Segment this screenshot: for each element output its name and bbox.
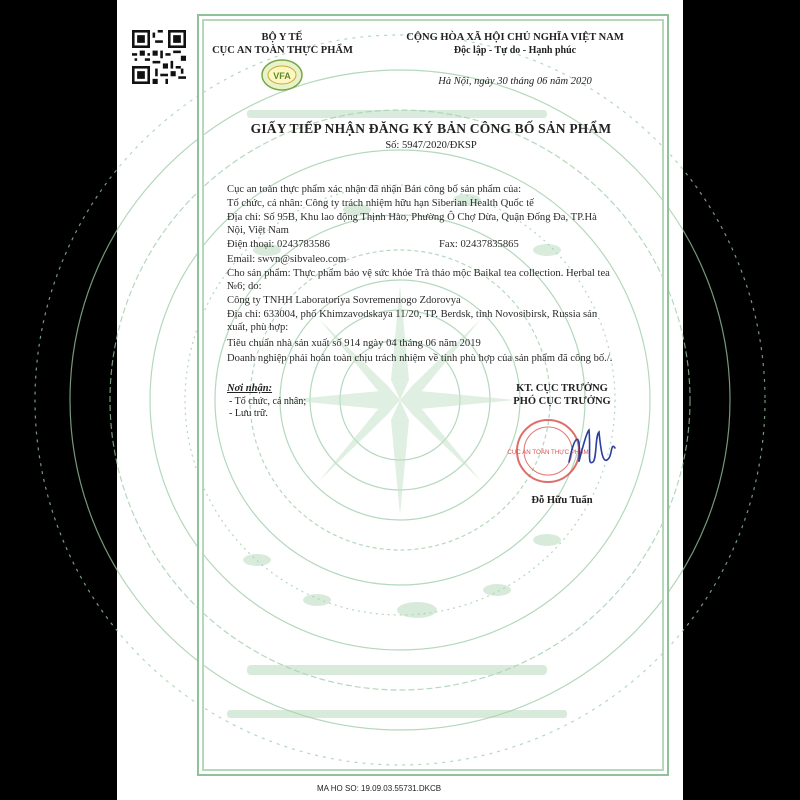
recipients-heading: Nơi nhận: — [227, 383, 273, 394]
issue-date: Hà Nội, ngày 30 tháng 06 năm 2020 — [438, 76, 592, 87]
body-product: Cho sản phẩm: Thực phẩm bảo vệ sức khỏe Trà thảo mộc Baikal tea collection. Herbal tea — [227, 268, 610, 279]
body-intro: Cục an toàn thực phẩm xác nhận đã nhận Bản công bố sản phẩm của: — [227, 184, 522, 195]
vfa-logo-icon — [260, 58, 304, 92]
document-number: Số: 5947/2020/ĐKSP — [385, 140, 477, 151]
certificate-page — [117, 0, 683, 800]
national-motto: Độc lập - Tự do - Hạnh phúc — [453, 45, 577, 56]
body-standard: Tiêu chuẩn nhà sản xuất số 914 ngày 04 tháng 06 năm 2019 — [227, 338, 481, 349]
body-manufacturer-address-cont: xuất, phù hợp: — [227, 322, 289, 333]
signer-name: Đỗ Hữu Tuấn — [531, 495, 593, 506]
handwritten-signature — [565, 422, 617, 474]
ministry-name: BỘ Y TẾ — [261, 32, 303, 43]
signer-title-1: KT. CỤC TRƯỞNG — [516, 383, 608, 394]
body-responsibility: Doanh nghiệp phải hoàn toàn chịu trách nhiệm về tính phù hợp của sản phẩm đã công bố./. — [227, 353, 613, 364]
vfa-logo-text: VFA — [273, 71, 291, 81]
dossier-code: MA HO SO: 19.09.03.55731.DKCB — [317, 784, 442, 793]
body-manufacturer-address: Địa chỉ: 633004, phố Khimzavodskaya 11/20, TP. Berdsk, tỉnh Novosibirsk, Russia sản — [227, 309, 598, 320]
body-product-cont: №6; do: — [227, 281, 262, 292]
qr-code — [132, 30, 186, 84]
body-manufacturer: Công ty TNHH Laboratoriya Sovremennogo Zdorovya — [227, 295, 461, 306]
body-fax: Fax: 02437835865 — [439, 239, 519, 250]
body-address: Địa chỉ: Số 95B, Khu lao động Thịnh Hào, Phường Ô Chợ Dừa, Quận Đống Đa, TP.Hà — [227, 212, 597, 223]
body-address-cont: Nội, Việt Nam — [227, 225, 289, 236]
signer-title-2: PHÓ CỤC TRƯỞNG — [513, 396, 611, 407]
body-email: Email: swvn@sibvaleo.com — [227, 254, 347, 265]
document-title: GIẤY TIẾP NHẬN ĐĂNG KÝ BẢN CÔNG BỐ SẢN PHẨM — [250, 121, 612, 136]
body-organization: Tổ chức, cá nhân: Công ty trách nhiệm hữu hạn Siberian Health Quốc tế — [227, 198, 534, 209]
department-name: CỤC AN TOÀN THỰC PHẨM — [212, 45, 353, 56]
recipient-item: - Lưu trữ. — [229, 408, 268, 419]
recipient-item: - Tổ chức, cá nhân; — [229, 396, 307, 407]
stamp-text: CỤC AN TOÀN THỰC PHẨM — [507, 449, 589, 456]
body-phone: Điện thoại: 0243783586 — [227, 239, 330, 250]
republic-name: CỘNG HÒA XÃ HỘI CHỦ NGHĨA VIỆT NAM — [406, 32, 624, 43]
